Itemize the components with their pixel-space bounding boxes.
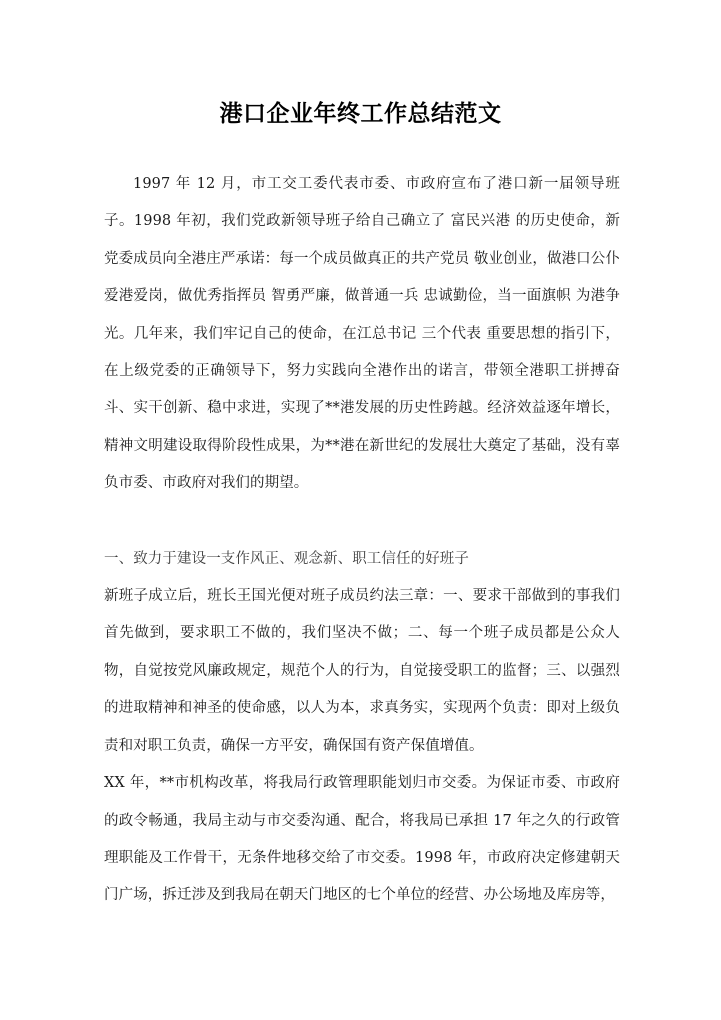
paragraph-spacer [104,503,620,541]
document-body [104,166,620,915]
paragraph-opening: 1997 年 12 月，市工交工委代表市委、市政府宣布了港口新一届领导班子。1998 年初，我们党政新领导班子给自己确立了 富民兴港 的历史使命，新党委成员向全港庄严承诺：每一个成员做真正的共产党员 敬业创业，做港口公仆 爱港爱岗，做优秀指挥员 智勇严廉，做普通一兵 忠诚勤俭，当一面旗帜 为港争光。几年来，我们牢记自己的使命，在江总书记 三个代表 重要思想的指引下，在上级党委的正确领导下，努力实践向全港作出的诺言，带领全港职工拼搏奋斗、实干创新、稳中求进，实现了**港发展的历史性跨越。经济效益逐年增长，精神文明建设取得阶段性成果，为**港在新世纪的发展壮大奠定了基础，没有辜负市委、市政府对我们的期望。 [104,176,620,492]
page-title: 港口企业年终工作总结范文 [219,101,502,128]
paragraph-section-one-second: XX 年，**市机构改革，将我局行政管理职能划归市交委。为保证市委、市政府的政令畅通，我局主动与市交委沟通、配合，将我局已承担 17 年之久的行政管理职能及工作骨干，无条件地移交给了市交委。1998 年，市政府决定修建朝天门广场，拆迁涉及到我局在朝天门地区的七个单位的经营、办公场地及库房等， [104,775,620,904]
section-heading-one: 一、致力于建设一支作风正、观念新、职工信任的好班子 [104,550,469,567]
paragraph-section-one-first: 新班子成立后，班长王国光便对班子成员约法三章：一、要求干部做到的事我们首先做到，要求职工不做的，我们坚决不做；二、每一个班子成员都是公众人物，自觉按党风廉政规定，规范个人的行为，自觉接受职工的监督；三、以强烈的进取精神和神圣的使命感，以人为本，求真务实，实现两个负责：即对上级负责和对职工负责，确保一方平安，确保国有资产保值增值。 [104,588,620,754]
